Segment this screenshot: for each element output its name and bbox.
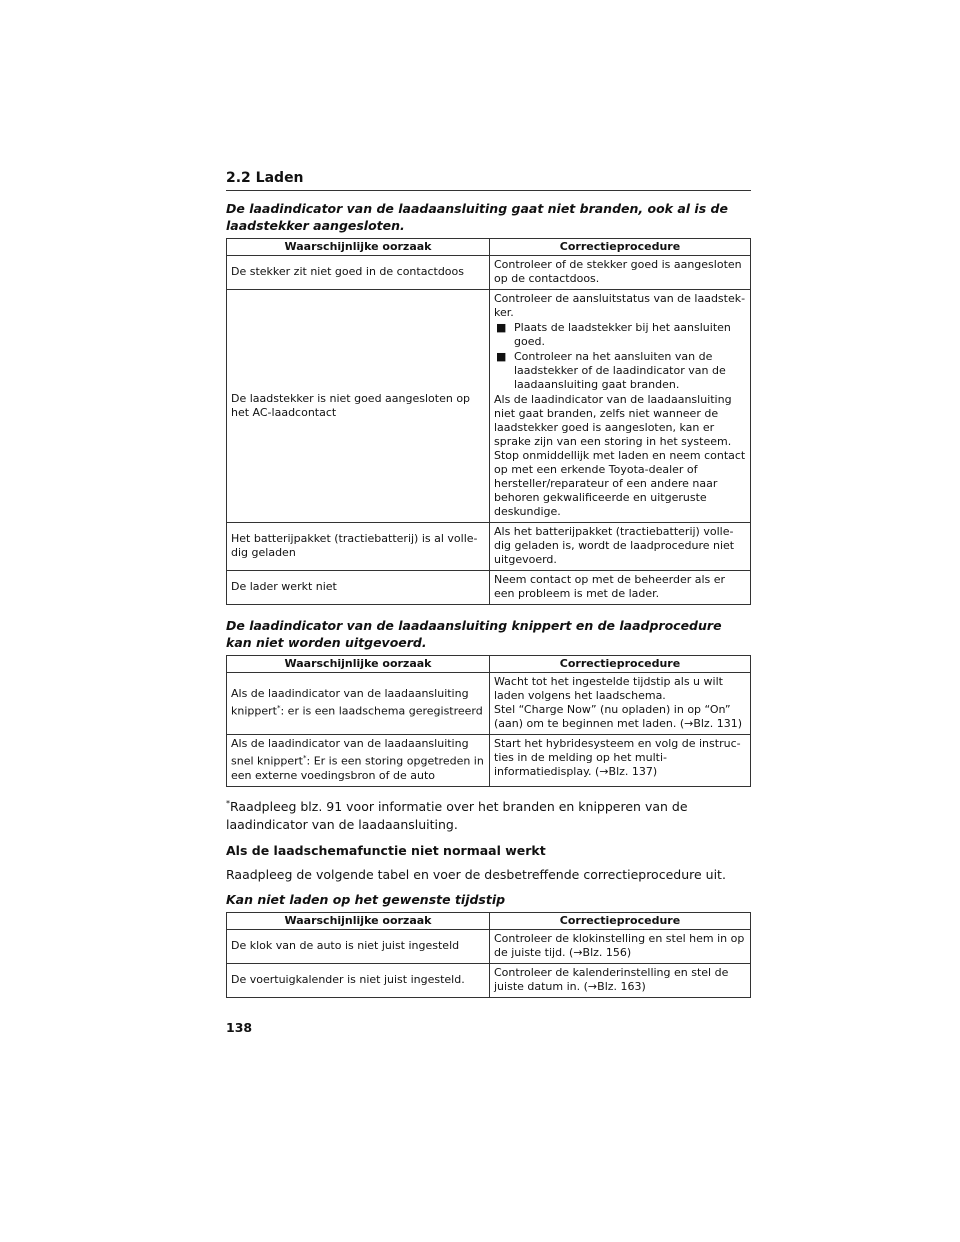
table-indicator-not-lit (226, 238, 751, 605)
cause-cell: De klok van de auto is niet juist ingesteld (227, 929, 490, 963)
column-header-cause: Waarschijnlijke oorzaak (227, 656, 490, 673)
table-row (227, 290, 751, 523)
fix-cell (490, 290, 751, 523)
cause-text: Als de laadindicator van de laadaansluiting snel knippert (231, 737, 469, 768)
table-cannot-charge-time (226, 912, 751, 998)
cause-cell: Het batterijpakket (tractiebatterij) is al volle-dig geladen (227, 523, 490, 571)
table-header-row (227, 656, 751, 673)
fix-outro: Als de laadindicator van de laadaansluiting niet gaat branden, zelfs niet wanneer de laadstekker goed is aangesloten, kan er sprake zijn van een storing in het systeem. Stop onmiddellijk met laden en neem contact op met een erkende Toyota-dealer of hersteller/reparateur of een andere naar behoren gekwalificeerde en uitgeruste deskundige. (494, 393, 746, 518)
table-row (227, 256, 751, 290)
table-row (227, 963, 751, 997)
cause-cell: De stekker zit niet goed in de contactdoos (227, 256, 490, 290)
fix-text: Wacht tot het ingestelde tijdstip als u wilt laden volgens het laadschema. (494, 675, 723, 702)
table-row (227, 929, 751, 963)
heading-indicator-not-lit: De laadindicator van de laadaansluiting gaat niet branden, ook al is de laadstekker aangesloten. (226, 201, 728, 233)
fix-cell: Controleer de kalenderinstelling en stel de juiste datum in. (→Blz. 163) (490, 963, 751, 997)
cause-text: : er is een laadschema geregistreerd (280, 704, 483, 718)
column-header-cause: Waarschijnlijke oorzaak (227, 239, 490, 256)
fix-text: Stel “Charge Now” (nu opladen) in op “On” (aan) om te beginnen met laden. (→Blz. 131) (494, 703, 742, 730)
table-row (227, 571, 751, 605)
footnote-mark: * (276, 704, 281, 713)
bullet-text: Controleer na het aansluiten van de laadstekker of de laadindicator van de laadaansluiting gaat branden. (514, 350, 726, 391)
cause-text: Als de laadindicator van de laadaansluiting knippert (231, 687, 469, 718)
cause-cell (227, 673, 490, 735)
manual-page (226, 170, 751, 998)
cause-cell: De voertuigkalender is niet juist ingesteld. (227, 963, 490, 997)
heading-schedule-malfunction: Als de laadschemafunctie niet normaal werkt (226, 842, 546, 858)
fix-cell (490, 673, 751, 735)
table-indicator-blinking (226, 655, 751, 787)
cause-cell (227, 735, 490, 787)
footnote-text: Raadpleeg blz. 91 voor informatie over het branden en knipperen van de laadindicator van de laadaansluiting. (226, 798, 688, 832)
bullet-item (494, 350, 746, 392)
table-header-row (227, 912, 751, 929)
table-row (227, 673, 751, 735)
footnote-mark: * (226, 798, 230, 808)
fix-cell: Controleer of de stekker goed is aangesloten op de contactdoos. (490, 256, 751, 290)
heading-cannot-charge-time: Kan niet laden op het gewenste tijdstip (226, 891, 506, 907)
column-header-fix: Correctieprocedure (490, 239, 751, 256)
table-row (227, 735, 751, 787)
page-number: 138 (226, 1020, 253, 1035)
bullet-item (494, 321, 746, 349)
bullet-square-icon: ■ (496, 350, 507, 363)
cause-cell: De laadstekker is niet goed aangesloten op het AC-laadcontact (227, 290, 490, 523)
heading-indicator-blinking: De laadindicator van de laadaansluiting knippert en de laadprocedure kan niet worden uitgevoerd. (226, 618, 722, 650)
table-header-row (227, 239, 751, 256)
fix-cell: Neem contact op met de beheerder als er een probleem is met de lader. (490, 571, 751, 605)
section-title: 2.2 Laden (226, 170, 751, 191)
column-header-fix: Correctieprocedure (490, 656, 751, 673)
fix-cell: Start het hybridesysteem en volg de instruc-ties in de melding op het multi-informatiedisplay. (→Blz. 137) (490, 735, 751, 787)
instruction-paragraph: Raadpleeg de volgende tabel en voer de desbetreffende correctieprocedure uit. (226, 866, 726, 882)
bullet-text: Plaats de laadstekker bij het aansluiten goed. (514, 321, 731, 348)
cause-cell: De lader werkt niet (227, 571, 490, 605)
footnote (226, 795, 751, 834)
fix-cell: Als het batterijpakket (tractiebatterij) volle-dig geladen is, wordt de laadprocedure niet uitgevoerd. (490, 523, 751, 571)
bullet-square-icon: ■ (496, 321, 507, 334)
footnote-mark: * (303, 754, 307, 762)
table-row (227, 523, 751, 571)
column-header-cause: Waarschijnlijke oorzaak (227, 912, 490, 929)
cause-text: : Er is een storing opgetreden in een externe voedingsbron of de auto (231, 754, 484, 782)
column-header-fix: Correctieprocedure (490, 912, 751, 929)
fix-cell: Controleer de klokinstelling en stel hem in op de juiste tijd. (→Blz. 156) (490, 929, 751, 963)
fix-intro: Controleer de aansluitstatus van de laadstek-ker. (494, 292, 746, 319)
